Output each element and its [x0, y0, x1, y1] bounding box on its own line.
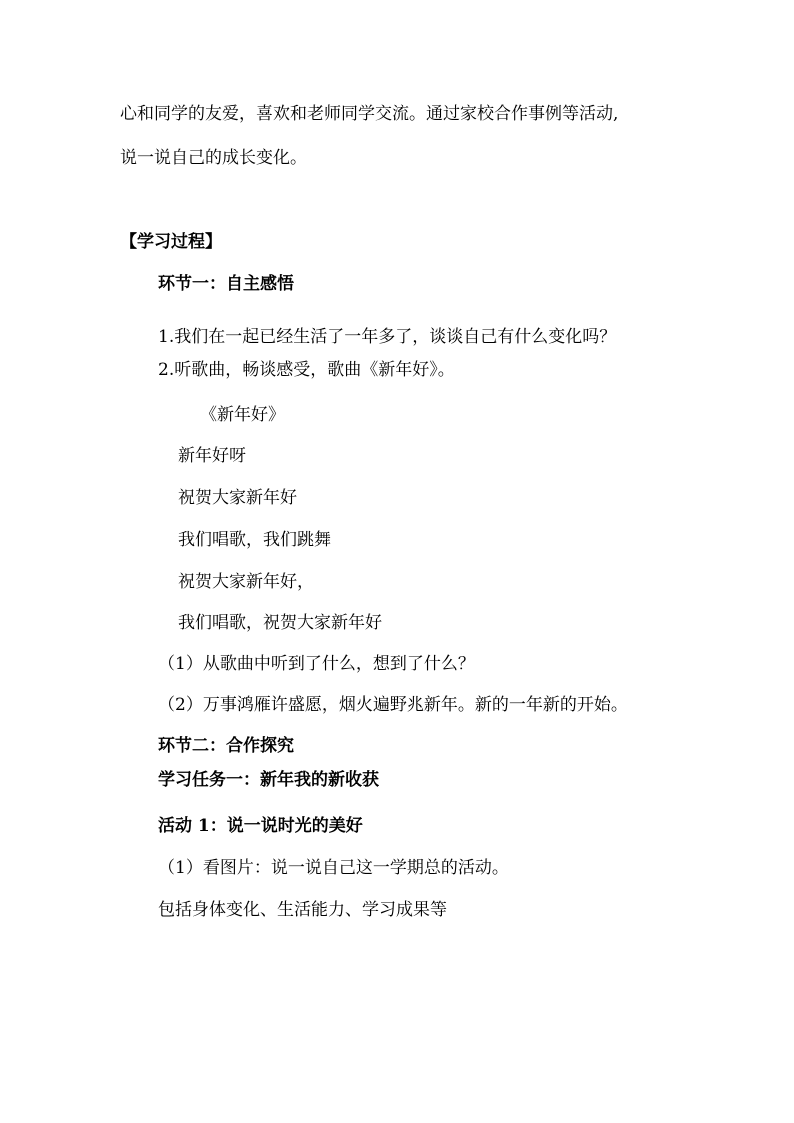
song-question-1: （1）从歌曲中听到了什么，想到了什么？	[158, 654, 475, 674]
song-line-2: 祝贺大家新年好	[178, 488, 297, 508]
activity-item-1: （1）看图片：说一说自己这一学期总的活动。	[158, 858, 509, 878]
stage1-question-1: 1.我们在一起已经生活了一年多了，谈谈自己有什么变化吗？	[158, 327, 617, 347]
song-question-2: （2）万事鸿雁许盛愿，烟火遍野兆新年。新的一年新的开始。	[158, 695, 628, 715]
intro-line-1: 心和同学的友爱，喜欢和老师同学交流。通过家校合作事例等活动,	[120, 104, 619, 124]
song-line-4: 祝贺大家新年好，	[178, 572, 314, 592]
stage1-title: 环节一：自主感悟	[158, 274, 294, 294]
activity-title: 活动 1：说一说时光的美好	[158, 816, 363, 836]
song-line-5: 我们唱歌，祝贺大家新年好	[178, 613, 382, 633]
stage1-question-2: 2.听歌曲，畅谈感受，歌曲《新年好》。	[158, 360, 455, 380]
stage2-title: 环节二：合作探究	[158, 736, 294, 756]
section-title: 【学习过程】	[120, 232, 222, 252]
intro-line-2: 说一说自己的成长变化。	[120, 148, 307, 168]
song-line-1: 新年好呀	[178, 446, 246, 466]
song-title: 《新年好》	[200, 405, 285, 425]
song-line-3: 我们唱歌，我们跳舞	[178, 530, 331, 550]
activity-item-2: 包括身体变化、生活能力、学习成果等	[158, 900, 447, 920]
learning-task-title: 学习任务一：新年我的新收获	[158, 770, 379, 790]
